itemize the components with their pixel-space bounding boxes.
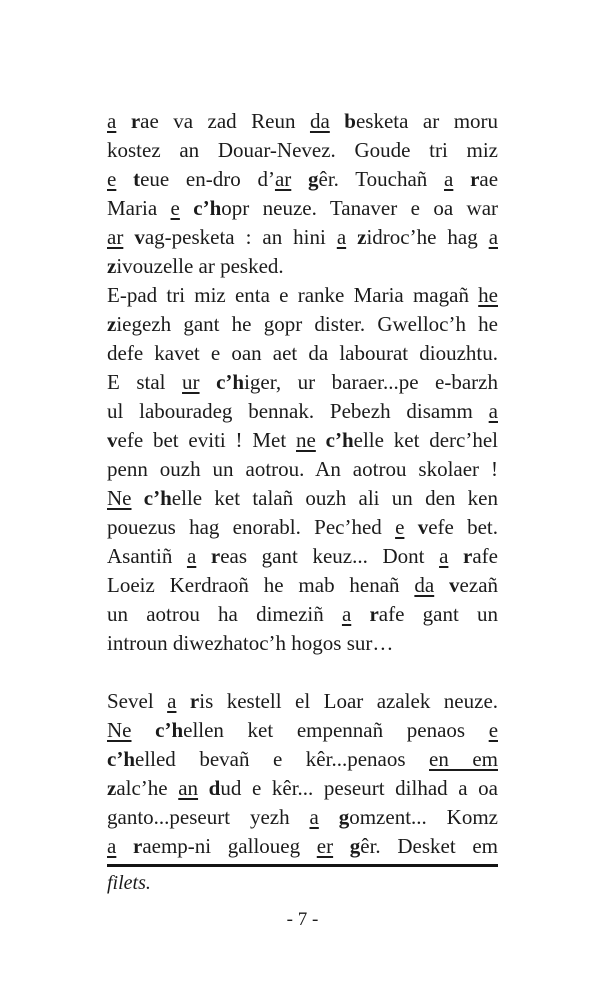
bold-run: c’h (216, 370, 245, 394)
text-run (448, 544, 463, 568)
text-run (291, 167, 308, 191)
underline-run: ne (296, 428, 316, 452)
underline-run: Ne (107, 486, 132, 510)
text-run (200, 370, 217, 394)
text-run: ellen ket empennañ penaos (183, 718, 489, 742)
underline-run: ar (107, 225, 124, 249)
text-run (132, 486, 144, 510)
text-run (316, 428, 326, 452)
underline-run: a (341, 602, 352, 626)
bold-run: v (134, 225, 145, 249)
underline-run: e (170, 196, 180, 220)
bold-run: g (349, 834, 361, 858)
text-line (107, 339, 498, 368)
text-run (333, 834, 350, 858)
text-run: êr. Touchañ (318, 167, 444, 191)
bold-run: r (463, 544, 473, 568)
text-line (107, 600, 498, 629)
text-run: elle ket talañ ouzh ali un den ken (171, 486, 498, 510)
bold-run: r (210, 544, 221, 568)
bold-run: z (107, 312, 117, 336)
footnote-separator-rule (107, 864, 498, 867)
underline-run: a (439, 544, 449, 568)
text-line (107, 542, 498, 571)
text-run (319, 805, 339, 829)
text-run (346, 225, 357, 249)
underline-run: he (478, 283, 498, 307)
text-line (107, 281, 498, 310)
text-run (132, 718, 156, 742)
text-run: is kestell el Loar azalek neuze. (199, 689, 498, 713)
text-run: omzent... Komz (349, 805, 498, 829)
underline-run: a (336, 225, 347, 249)
text-run (404, 515, 417, 539)
underline-run: a (309, 805, 319, 829)
text-run (196, 544, 211, 568)
underline-run: e (488, 718, 498, 742)
text-run: Sevel (107, 689, 168, 713)
text-run: alc’he (116, 776, 179, 800)
text-run: ae va zad Reun (140, 109, 310, 133)
text-run: E-pad tri miz enta e ranke Maria magañ (107, 283, 479, 307)
text-run: pouezus hag enorabl. Pec’hed (107, 515, 396, 539)
text-run: afe (472, 544, 498, 568)
text-line (107, 397, 498, 426)
bold-run: b (344, 109, 356, 133)
text-run: defe kavet e oan aet da labourat diouzhtu. (107, 341, 498, 365)
text-run: esketa ar moru (355, 109, 498, 133)
bold-run: r (130, 109, 141, 133)
underline-run: ur (182, 370, 200, 394)
bold-run: r (189, 689, 200, 713)
text-line (107, 107, 498, 136)
underline-run: e (395, 515, 405, 539)
text-run: ul labouradeg bennak. Pebezh disamm (107, 399, 489, 423)
footnote-text: filets. (107, 872, 151, 894)
text-run: ae (479, 167, 498, 191)
text-line (107, 136, 498, 165)
bold-run: z (357, 225, 367, 249)
bold-run: z (107, 776, 117, 800)
text-run: ud e kêr... peseurt dilhad a oa (220, 776, 498, 800)
paragraph (107, 107, 498, 281)
text-run: aemp-ni galloueg (142, 834, 317, 858)
page-number: - 7 - (286, 909, 319, 930)
bold-run: v (107, 428, 118, 452)
text-run: iegezh gant he gopr dister. Gwelloc’h he (116, 312, 498, 336)
text-run: ezañ (459, 573, 498, 597)
text-line (107, 165, 498, 194)
text-line (107, 194, 498, 223)
text-run (176, 689, 189, 713)
underline-run: a (167, 689, 177, 713)
text-line (107, 803, 498, 832)
text-run (116, 834, 133, 858)
paragraph (107, 687, 498, 861)
text-run (198, 776, 209, 800)
text-run: E stal (107, 370, 183, 394)
text-run: eue en-dro d’ (140, 167, 275, 191)
text-run: un aotrou ha dimeziñ (107, 602, 342, 626)
text-run (330, 109, 344, 133)
text-run: efe bet. (428, 515, 498, 539)
text-run: ganto...peseurt yezh (107, 805, 310, 829)
text-run: introun diwezhatoc’h hogos sur… (107, 631, 394, 655)
text-run: opr neuze. Tanaver e oa war (221, 196, 498, 220)
text-line (107, 774, 498, 803)
bold-run: g (338, 805, 350, 829)
bold-run: v (449, 573, 460, 597)
bold-run: r (133, 834, 143, 858)
text-line (107, 716, 498, 745)
underline-run: er (316, 834, 334, 858)
bold-run: v (417, 515, 429, 539)
text-run: Loeiz Kerdraoñ he mab henañ (107, 573, 415, 597)
text-run: penn ouzh un aotrou. An aotrou skolaer ! (107, 457, 498, 481)
text-run (116, 167, 133, 191)
text-run: ivouzelle ar pesked. (116, 254, 284, 278)
underline-run: en em (429, 747, 498, 771)
underline-run: da (414, 573, 435, 597)
text-line (107, 687, 498, 716)
underline-run: ar (274, 167, 292, 191)
text-run: afe gant un (378, 602, 498, 626)
text-line (107, 513, 498, 542)
text-line (107, 629, 498, 658)
text-run: iger, ur baraer...pe e-barzh (244, 370, 498, 394)
text-line (107, 252, 498, 281)
body-text (107, 107, 498, 861)
underline-run: e (107, 167, 117, 191)
text-run: efe bet eviti ! Met (117, 428, 296, 452)
text-line (107, 571, 498, 600)
text-line (107, 745, 498, 774)
text-line (107, 426, 498, 455)
text-run: elle ket derc’hel (353, 428, 498, 452)
text-run: Asantiñ (107, 544, 187, 568)
text-run: kostez an Douar-Nevez. Goude tri miz (107, 138, 498, 162)
underline-run: a (107, 109, 117, 133)
text-run (116, 109, 130, 133)
text-run (434, 573, 449, 597)
bold-run: g (308, 167, 319, 191)
paragraph (107, 281, 498, 658)
text-run: ag-pesketa : an hini (144, 225, 337, 249)
text-line (107, 484, 498, 513)
text-line (107, 310, 498, 339)
text-run: êr. Desket em (360, 834, 498, 858)
bold-run: r (470, 167, 480, 191)
text-run: elled bevañ e kêr...penaos (135, 747, 430, 771)
text-run: Maria (107, 196, 171, 220)
underline-run: a (444, 167, 454, 191)
text-line (107, 223, 498, 252)
bold-run: z (107, 254, 117, 278)
text-line (107, 832, 498, 861)
bold-run: c’h (193, 196, 222, 220)
bold-run: c’h (155, 718, 184, 742)
underline-run: an (178, 776, 199, 800)
text-run (453, 167, 470, 191)
text-column (107, 107, 498, 932)
text-run: idroc’he hag (366, 225, 489, 249)
bold-run: c’h (107, 747, 135, 771)
underline-run: a (186, 544, 197, 568)
bold-run: t (133, 167, 141, 191)
text-run (180, 196, 193, 220)
bold-run: c’h (325, 428, 354, 452)
underline-run: a (107, 834, 117, 858)
underline-run: Ne (107, 718, 132, 742)
text-run (123, 225, 134, 249)
bold-run: r (369, 602, 379, 626)
underline-run: a (488, 399, 498, 423)
text-run: eas gant keuz... Dont (220, 544, 440, 568)
bold-run: c’h (143, 486, 172, 510)
underline-run: da (309, 109, 330, 133)
text-line (107, 455, 498, 484)
text-line (107, 368, 498, 397)
bold-run: d (208, 776, 221, 800)
text-run (351, 602, 369, 626)
underline-run: a (488, 225, 498, 249)
